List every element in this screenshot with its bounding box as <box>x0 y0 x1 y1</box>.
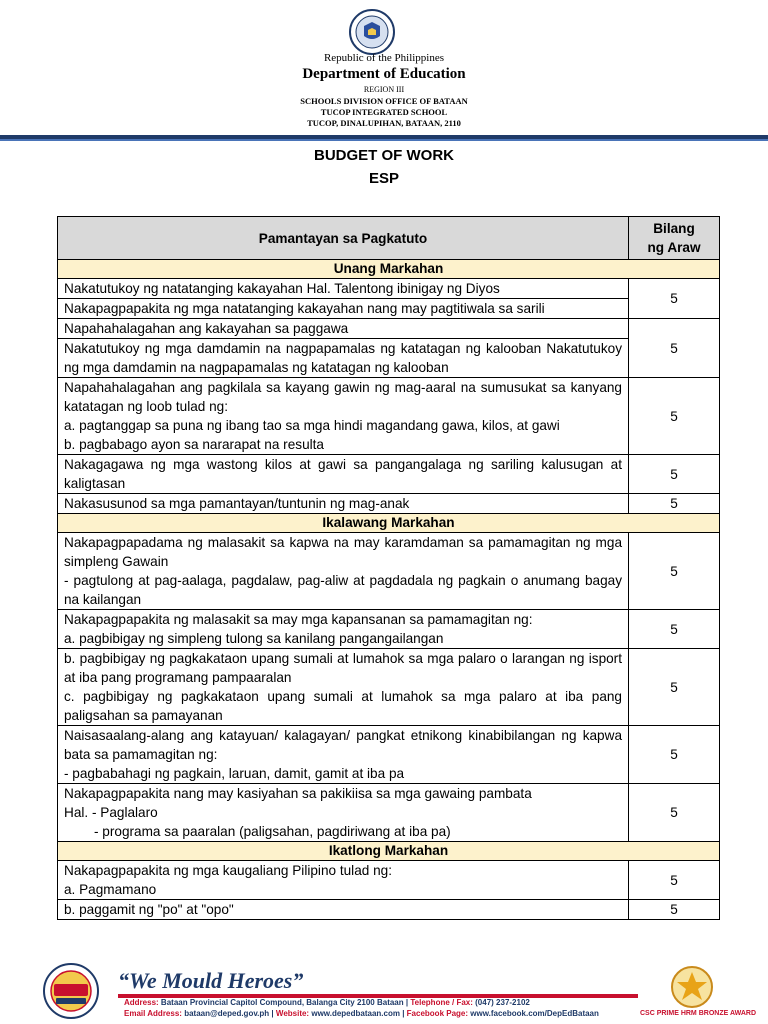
competency-line: a. Pagmamano <box>64 882 157 897</box>
competency-cell: Nakatutukoy ng mga damdamin na nagpapamalas ng katatagan ng kalooban Nakatutukoy ng mga damdamin na nagpapamalas ng katatagan ng kalooban <box>58 339 629 378</box>
website-link[interactable]: www.depedbataan.com <box>311 1009 400 1018</box>
facebook-link[interactable]: www.facebook.com/DepEdBataan <box>470 1009 599 1018</box>
deped-bataan-logo-icon <box>26 962 116 1020</box>
quarter-label: Ikalawang Markahan <box>58 514 720 533</box>
facebook-label: Facebook Page: <box>406 1009 469 1018</box>
days-cell: 5 <box>629 900 720 920</box>
competency-line: - pagbabahagi ng pagkain, laruan, damit, gamit at iba pa <box>64 766 405 781</box>
competency-cell <box>58 533 629 610</box>
table-row <box>58 861 720 900</box>
competency-line: Nakapagpapakita ng malasakit sa may mga kapansanan sa pamamagitan ng: <box>64 612 533 627</box>
table-row <box>58 610 720 649</box>
motto-text: “We Mould Heroes” <box>118 968 304 993</box>
school-name: TUCOP INTEGRATED SCHOOL <box>320 107 448 117</box>
address-label: Address: <box>124 998 159 1007</box>
competency-cell <box>58 649 629 726</box>
address-value: Bataan Provincial Capitol Compound, Balanga City 2100 Bataan <box>160 998 404 1007</box>
competency-cell <box>58 610 629 649</box>
competency-cell: Nakatutukoy ng natatanging kakayahan Hal. Talentong ibinigay ng Diyos <box>58 279 629 299</box>
separator: | <box>271 1009 274 1018</box>
table-row <box>58 726 720 784</box>
email-link[interactable]: bataan@deped.gov.ph <box>184 1009 270 1018</box>
footer-address-line <box>124 998 530 1007</box>
quarter-row <box>58 514 720 533</box>
competency-cell <box>58 726 629 784</box>
competency-line: a. pagtanggap sa puna ng ibang tao sa mga hindi magandang gawa, kilos, at gawi <box>64 418 560 433</box>
document-title: BUDGET OF WORK <box>314 147 454 164</box>
footer <box>0 962 768 1024</box>
competency-cell: b. paggamit ng "po" at "opo" <box>58 900 629 920</box>
email-label: Email Address: <box>124 1009 182 1018</box>
competency-line: Hal. - Paglalaro <box>64 805 158 820</box>
competency-cell: Nakagagawa ng mga wastong kilos at gawi sa pangangalaga ng sariling kalusugan at kaligtasan <box>58 455 629 494</box>
region-text: REGION III <box>363 85 405 94</box>
days-cell: 5 <box>629 279 720 319</box>
quarter-row <box>58 260 720 279</box>
table-row <box>58 455 720 494</box>
days-cell: 5 <box>629 649 720 726</box>
days-cell: 5 <box>629 494 720 514</box>
competency-line: c. pagbibigay ng pagkakataon upang sumali at lumahok sa mga palaro at iba pang paligsahan sa pamayanan <box>64 689 622 723</box>
letterhead <box>0 0 768 140</box>
days-column-header <box>629 217 720 260</box>
competency-cell <box>58 378 629 455</box>
competency-cell <box>58 784 629 842</box>
days-cell: 5 <box>629 610 720 649</box>
separator: | <box>405 998 409 1007</box>
website-label: Website: <box>275 1009 310 1018</box>
days-cell: 5 <box>629 455 720 494</box>
days-cell: 5 <box>629 319 720 378</box>
table-row <box>58 378 720 455</box>
days-cell: 5 <box>629 533 720 610</box>
competency-line: Nakapagpapakita nang may kasiyahan sa pakikiisa sa mga gawaing pambata <box>64 786 532 801</box>
quarter-label: Ikatlong Markahan <box>58 842 720 861</box>
days-cell: 5 <box>629 726 720 784</box>
division-text: SCHOOLS DIVISION OFFICE OF BATAAN <box>300 96 468 106</box>
deped-seal-icon <box>344 8 400 56</box>
competency-line: - programa sa paaralan (paligsahan, pagdiriwang at iba pa) <box>94 824 451 839</box>
competency-cell: Nakasusunod sa mga pamantayan/tuntunin ng mag-anak <box>58 494 629 514</box>
table-header-row <box>58 217 720 260</box>
days-cell: 5 <box>629 378 720 455</box>
csc-award-icon <box>652 964 732 1010</box>
competency-cell <box>58 861 629 900</box>
header-divider-accent <box>0 139 768 141</box>
competency-column-header: Pamantayan sa Pagkatuto <box>58 217 629 260</box>
days-cell: 5 <box>629 861 720 900</box>
competency-line: - pagtulong at pag-aalaga, pagdalaw, pag-aliw at pagdadala ng pagkain o anumang bagay na kailangan <box>64 573 622 607</box>
quarter-label: Unang Markahan <box>58 260 720 279</box>
competency-line: b. pagbabago ayon sa nararapat na resulta <box>64 437 324 452</box>
competency-line: b. pagbibigay ng pagkakataon upang sumali at lumahok sa mga palaro o larangan ng isport at iba pang programang pampaaralan <box>64 651 622 685</box>
competency-line: Nakapagpapakita ng mga kaugaliang Pilipino tulad ng: <box>64 863 392 878</box>
days-cell: 5 <box>629 784 720 842</box>
competency-line: Nakapagpapadama ng malasakit sa kapwa na may karamdaman sa pamamagitan ng mga simpleng Gawain <box>64 535 622 569</box>
subject-title: ESP <box>368 170 399 187</box>
days-header-line2: ng Araw <box>647 240 701 255</box>
separator: | <box>402 1009 405 1018</box>
table-row <box>58 649 720 726</box>
table-row <box>58 533 720 610</box>
phone-label: Telephone / Fax: <box>410 998 473 1007</box>
budget-of-work-table <box>57 216 720 920</box>
republic-text: Republic of the Philippines <box>323 52 445 64</box>
table-row <box>58 784 720 842</box>
competency-cell: Napahahalagahan ang kakayahan sa paggawa <box>58 319 629 339</box>
table-row <box>58 339 720 378</box>
competency-line: Naisasaalang-alang ang katayuan/ kalagayan/ pangkat etnikong kinabibilangan ng kapwa bata sa pamamagitan ng: <box>64 728 622 762</box>
competency-cell: Nakapagpapakita ng mga natatanging kakayahan nang may pagtitiwala sa sarili <box>58 299 629 319</box>
competency-line: Napahahalagahan ang pagkilala sa kayang gawin ng mag-aaral na sumusukat sa kanyang katatagan ng loob tulad ng: <box>64 380 622 414</box>
table-row <box>58 279 720 299</box>
table-row <box>58 900 720 920</box>
competency-line: a. pagbibigay ng simpleng tulong sa kanilang pangangailangan <box>64 631 444 646</box>
phone-value: (047) 237-2102 <box>475 998 530 1007</box>
days-header-line1: Bilang <box>653 221 695 236</box>
table-row <box>58 319 720 339</box>
quarter-row <box>58 842 720 861</box>
award-label: CSC PRIME HRM BRONZE AWARD <box>639 1010 757 1017</box>
table-row <box>58 494 720 514</box>
school-address: TUCOP, DINALUPIHAN, BATAAN, 2110 <box>307 118 461 128</box>
footer-contact-line <box>124 1009 599 1018</box>
table-row <box>58 299 720 319</box>
department-title: Department of Education <box>302 66 466 82</box>
